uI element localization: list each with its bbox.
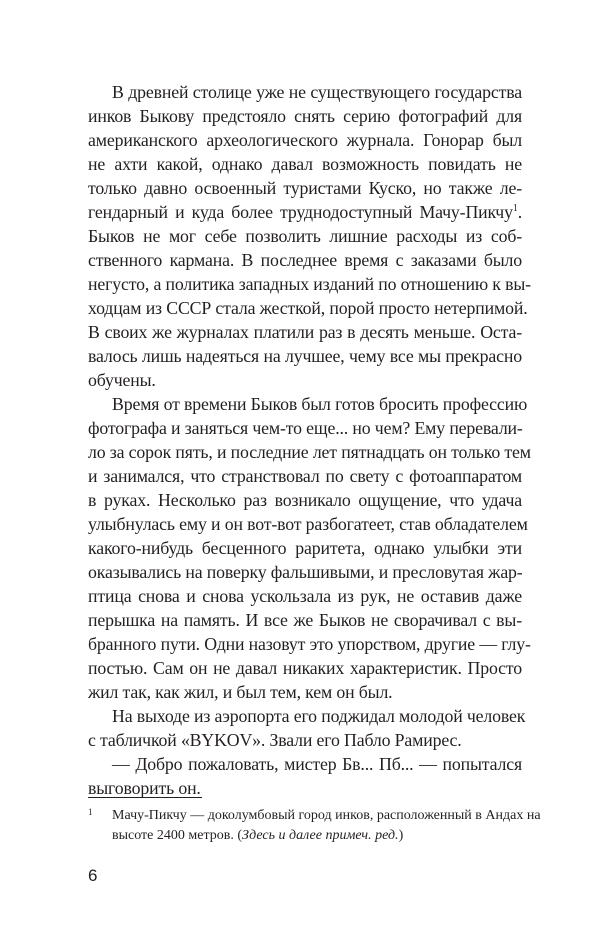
- body-text: [88, 80, 531, 800]
- text-line: В древней столице уже не существующего государства: [112, 82, 522, 102]
- text-line: оказывались на поверку фальшивыми, и пресловутая жар-: [88, 562, 523, 582]
- footnote-divider: [88, 797, 202, 798]
- text-line: фотографа и заняться чем-то еще... но чем? Ему перевали-: [88, 418, 523, 438]
- footnote: [88, 806, 541, 846]
- footnote-editor-note: Здесь и далее примеч. ред.: [242, 828, 399, 843]
- text-line: ло за сорок пять, и последние лет пятнадцать он только тем: [88, 442, 531, 462]
- text-line: Время от времени Быков был готов бросить профессию: [112, 394, 528, 414]
- paragraph-2: [88, 392, 531, 704]
- text-line-with-footnote-ref: [88, 200, 522, 224]
- footnote-text: высоте 2400 метров. (: [112, 828, 243, 843]
- text-line: В своих же журналах платили раз в десять меньше. Оста-: [88, 322, 522, 342]
- text-line: и занимался, что странствовал по свету с фотоаппаратом: [88, 466, 522, 486]
- text-line: инков Быкову предстояло снять серию фотографий для: [88, 106, 522, 126]
- text-line: ходцам из СССР стала жесткой, порой просто нетерпимой.: [88, 298, 528, 318]
- text-line: улыбнулась ему и он вот-вот разбогатеет, став обладателем: [88, 514, 528, 534]
- text-line: только давно освоенный туристами Куско, но также ле-: [88, 178, 522, 198]
- footnote-number: 1: [88, 807, 93, 817]
- text-line: птица снова и снова ускользала из рук, не оставив даже: [88, 586, 522, 606]
- text-line: бранного пути. Одни назовут это упорством, другие — глу-: [88, 634, 531, 654]
- paragraph-3: [88, 704, 526, 752]
- text-line: американского археологического журнала. Гонорар был: [88, 130, 522, 150]
- text-line: в руках. Несколько раз возникало ощущение, что удача: [88, 490, 522, 510]
- footnote-line: [88, 826, 522, 846]
- footnote-ref-suffix: .: [517, 202, 522, 222]
- text-line: обучены.: [88, 370, 156, 390]
- footnote-line: Мачу-Пикчу — доколумбовый город инков, расположенный в Андах на: [112, 808, 541, 823]
- text-line: валось лишь надеяться на лучшее, чему все мы прекрасно: [88, 346, 522, 366]
- text-line: — Добро пожаловать, мистер Бв... Пб... — попытался: [112, 754, 522, 774]
- text-line: перышка на память. И все же Быков не сворачивал с вы-: [88, 610, 522, 630]
- text-line: жил так, как жил, и был тем, кем он был.: [88, 682, 393, 702]
- text-line: Быков не мог себе позволить лишние расходы из соб-: [88, 226, 522, 246]
- text-line: не ахти какой, однако давал возможность повидать не: [88, 154, 522, 174]
- paragraph-1: [88, 80, 531, 392]
- text-line: выговорить он.: [88, 778, 201, 798]
- footnote-reference[interactable]: 1: [512, 203, 518, 214]
- text-line: с табличкой «BYKOV». Звали его Пабло Рамирес.: [88, 730, 462, 750]
- text-line: ственного кармана. В последнее время с заказами было: [88, 250, 522, 270]
- text-line: негусто, а политика западных изданий по отношению к вы-: [88, 274, 531, 294]
- footnote-text-end: ): [398, 828, 404, 843]
- text-line: На выходе из аэропорта его поджидал молодой человек: [112, 706, 526, 726]
- text-line: постью. Сам он не давал никаких характеристик. Просто: [88, 658, 522, 678]
- page-number: 6: [88, 866, 98, 885]
- paragraph-4-dialogue: [88, 752, 522, 800]
- text-line: какого-нибудь бесценного раритета, однако улыбки эти: [88, 538, 522, 558]
- text-line-content: гендарный и куда более труднодоступный Мачу-Пикчу: [88, 202, 513, 222]
